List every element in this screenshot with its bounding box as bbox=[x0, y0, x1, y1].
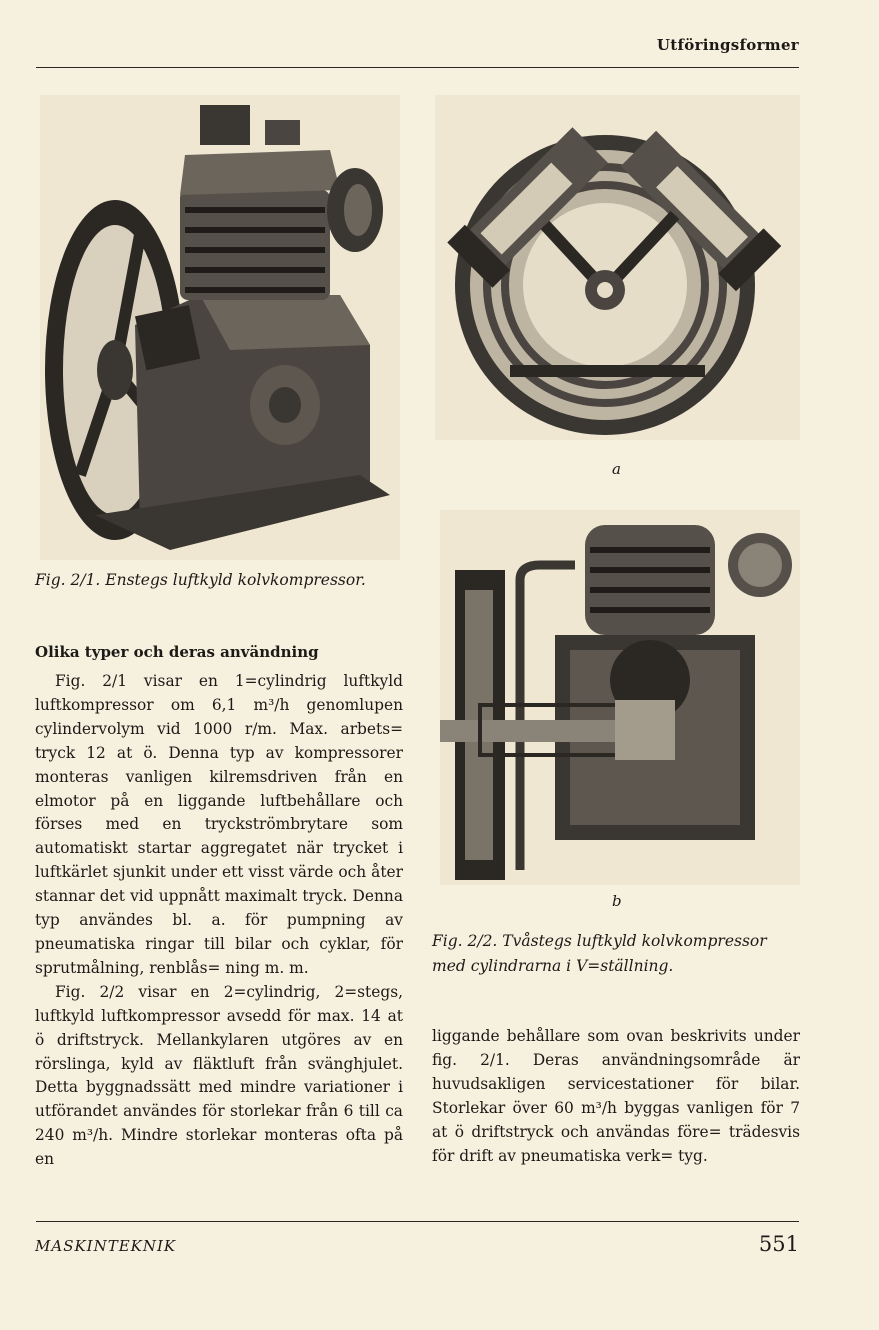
footer-rule bbox=[36, 1221, 799, 1222]
left-column-text bbox=[35, 670, 403, 1172]
fig-2-1-illustration bbox=[40, 95, 400, 560]
fig-2-1-caption: Fig. 2/1. Enstegs luftkyld kolvkompressor. bbox=[35, 571, 366, 589]
header-rule bbox=[36, 67, 799, 68]
paragraph-fig-2-2: Fig. 2/2 visar en 2=cylindrig, 2=stegs, luftkyld luftkompressor avsedd för max. 14 at ö driftstryck. Mellankylaren utgöres av en rörslinga, kyld av fläktluft från svänghjulet. Detta byggnadssätt med mindre variationer i utförandet användes för storlekar från 6 till ca 240 m³/h. Mindre storlekar monteras ofta på en bbox=[35, 982, 403, 1169]
fig-2-2-caption-line1: Fig. 2/2. Tvåstegs luftkyld kolvkompressor bbox=[432, 932, 767, 950]
section-heading: Olika typer och deras användning bbox=[35, 643, 319, 661]
journal-name: MASKINTEKNIK bbox=[35, 1237, 177, 1255]
fig-2-2a-illustration bbox=[435, 95, 800, 440]
fig-2-2b-label: b bbox=[612, 892, 622, 910]
paragraph-continuation: liggande behållare som ovan beskrivits under fig. 2/1. Deras användningsområde är huvudsakligen servicestationer för bilar. Storlekar över 60 m³/h byggas vanligen för 7 at ö driftstryck och användas före= trädesvis för drift av pneumatiska verk= tyg. bbox=[432, 1027, 800, 1165]
right-column-text bbox=[432, 1025, 800, 1168]
fig-2-2b-illustration bbox=[440, 510, 800, 885]
fig-2-2a-label: a bbox=[612, 460, 621, 478]
section-title: Utföringsformer bbox=[656, 36, 799, 54]
paragraph-fig-2-1: Fig. 2/1 visar en 1=cylindrig luftkyld luftkompressor om 6,1 m³/h genomlupen cylindervolym vid 1000 r/m. Max. arbets= tryck 12 at ö. Denna typ av kompressorer monteras vanligen kilremsdriven från en elmotor på en liggande luftbehållare och förses med en tryckströmbrytare som automatiskt startar aggregatet när trycket i luftkärlet sjunkit under ett visst värde och åter stannar det vid uppnått maximalt tryck. Denna typ användes bl. a. för pumpning av pneumatiska ringar till bilar och cyklar, för sprutmålning, renblås= ning m. m. bbox=[35, 672, 403, 977]
page-number: 551 bbox=[758, 1232, 799, 1256]
fig-2-2-caption-line2: med cylindrarna i V=ställning. bbox=[432, 957, 674, 975]
